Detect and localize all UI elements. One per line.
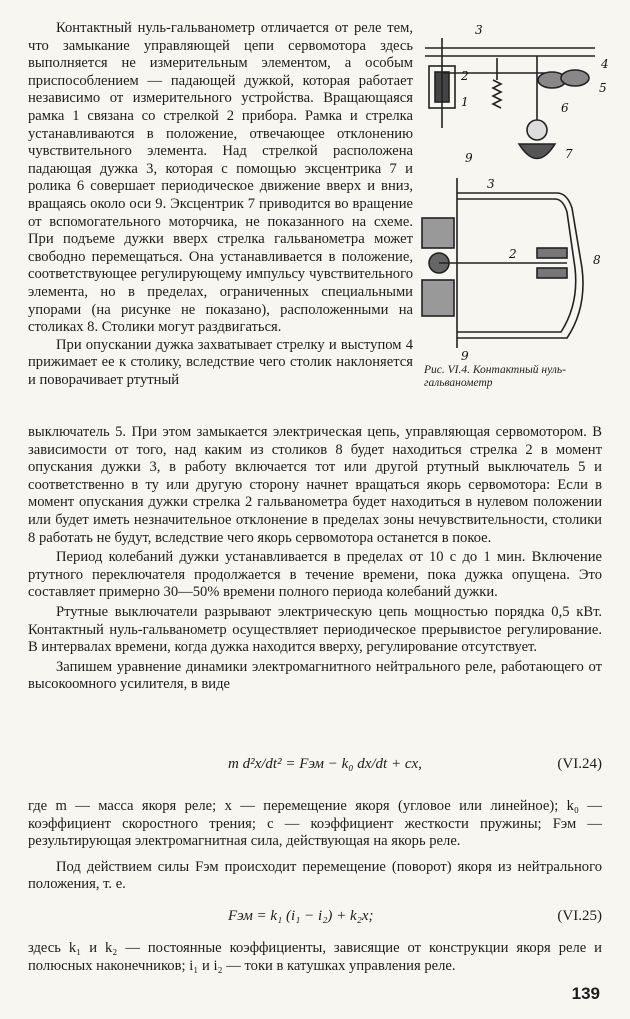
figure-label: 4 [601, 57, 609, 71]
figure-label: 3 [475, 23, 483, 37]
paragraph-3: Период колебаний дужки устанавливается в пределах от 10 с до 1 мин. Включение ртутного переключателя продолжается в течение времени, пока дужка опущена. Это составляет примерно 30—50% времени полного периода колебаний дужки. [28, 549, 602, 601]
paragraph-8: здесь k₁ и k₂ — постоянные коэффициенты, зависящие от конструкции якоря реле и полюсных наконечников; i₁ и i₂ — токи в катушках управления реле. [28, 940, 602, 974]
final-block [28, 940, 602, 975]
figure-label: 8 [593, 253, 601, 267]
figure-label: 2 [461, 69, 469, 83]
figure-label: 1 [461, 95, 469, 109]
figure-label: 6 [561, 101, 569, 115]
paragraph-1: Контактный нуль-гальванометр отличается от реле тем, что замыкание управляющей цепи сервомотора здесь выполняется не измерительным элементом, а особым приспособлением — падающей дужкой, которая работает независимо от измерительного устройства. Вращающаяся рамка 1 связана со стрелкой 2 прибора. Рамка и стрелка устанавливаются в положение, отвечающее отклонению чувствительного элемента. Над стрелкой расположена падающая дужка 3, которая с помощью эксцентрика 7 и ролика 6 совершает периодическое движение вверх и вниз, вращаясь около оси 9. Эксцентрик 7 приводится во вращение от вспомогательного моторчика, не показанного на схеме. При подъеме дужки вверх стрелка гальванометра может свободно перемещаться. Она устанавливается в положение, соответствующее регулирующему импульсу чувствительного элемента, но в пределах, ограниченных специальными упорами (на рисунке не показано), расположенными на столиках 8. Столики могут раздвигаться. [28, 20, 413, 336]
paragraph-2-end: выключатель 5. При этом замыкается электрическая цепь, управляющая сервомотором. В зависимости от того, над каким из столиков 8 будет находиться стрелка 2 в момент опускания дужки 3, в работу включается тот или другой ртутный выключатель 5 и соответственно в ту или другую сторону начнет вращаться якорь сервомотора: Если в момент опускания дужки стрелка 2 гальванометра будет находиться в нулевом положении или будет иметь незначительное отклонение в пределах зоны нечувствительности, столики 8 работать не будут, вследствие чего якорь сервомотора останется в покое. [28, 424, 602, 546]
paragraph-2-start: При опускании дужка захватывает стрелку и выступом 4 прижимает ее к столику, вследствие чего столик наклоняется и поворачивает ртутный [28, 336, 413, 388]
figure-caption: Рис. VI.4. Контактный нуль-гальванометр [424, 364, 566, 389]
figure-label: 5 [599, 81, 607, 95]
equation-number: (VI.25) [557, 908, 602, 924]
page-number: 139 [571, 984, 600, 1003]
paragraph-7: Под действием силы Fэм происходит перемещение (поворот) якоря из нейтрального положения, т. е. [28, 858, 602, 893]
equation-body: m d²x/dt² = Fэм − k₀ dx/dt + cx, [228, 756, 422, 772]
figure-label: 9 [461, 349, 469, 363]
figure-label: 3 [487, 177, 495, 191]
top-text-column [28, 20, 413, 389]
equation-body: Fэм = k₁ (i₁ − i₂) + k₂x; [228, 908, 374, 924]
paragraph-6: где m — масса якоря реле; x — перемещение якоря (угловое или линейное); k₀ — коэффициент скоростного трения; c — коэффициент жесткости пружины; Fэм — результирующая электромагнитная сила, действующая на якорь реле. [28, 798, 602, 850]
definitions-block [28, 798, 602, 894]
paragraph-4: Ртутные выключатели разрывают электрическую цепь мощностью порядка 0,5 кВт. Контактный нуль-гальванометр осуществляет периодическое прерывистое регулирование. В интервалах времени, когда дужка находится вверху, регулирование отсутствует. [28, 603, 602, 656]
figure-label: 2 [509, 247, 517, 261]
paragraph-2-end-block [28, 424, 602, 694]
figure-label: 7 [565, 147, 573, 161]
paragraph-5: Запишем уравнение динамики электромагнитного нейтрального реле, работающего от высокоомного усилителя, в виде [28, 658, 602, 693]
equation-vi-25 [28, 904, 602, 934]
equation-number: (VI.24) [557, 756, 602, 772]
equation-vi-24 [28, 752, 602, 782]
galvanometer-figure [417, 18, 617, 388]
figure-label: 9 [465, 151, 473, 165]
